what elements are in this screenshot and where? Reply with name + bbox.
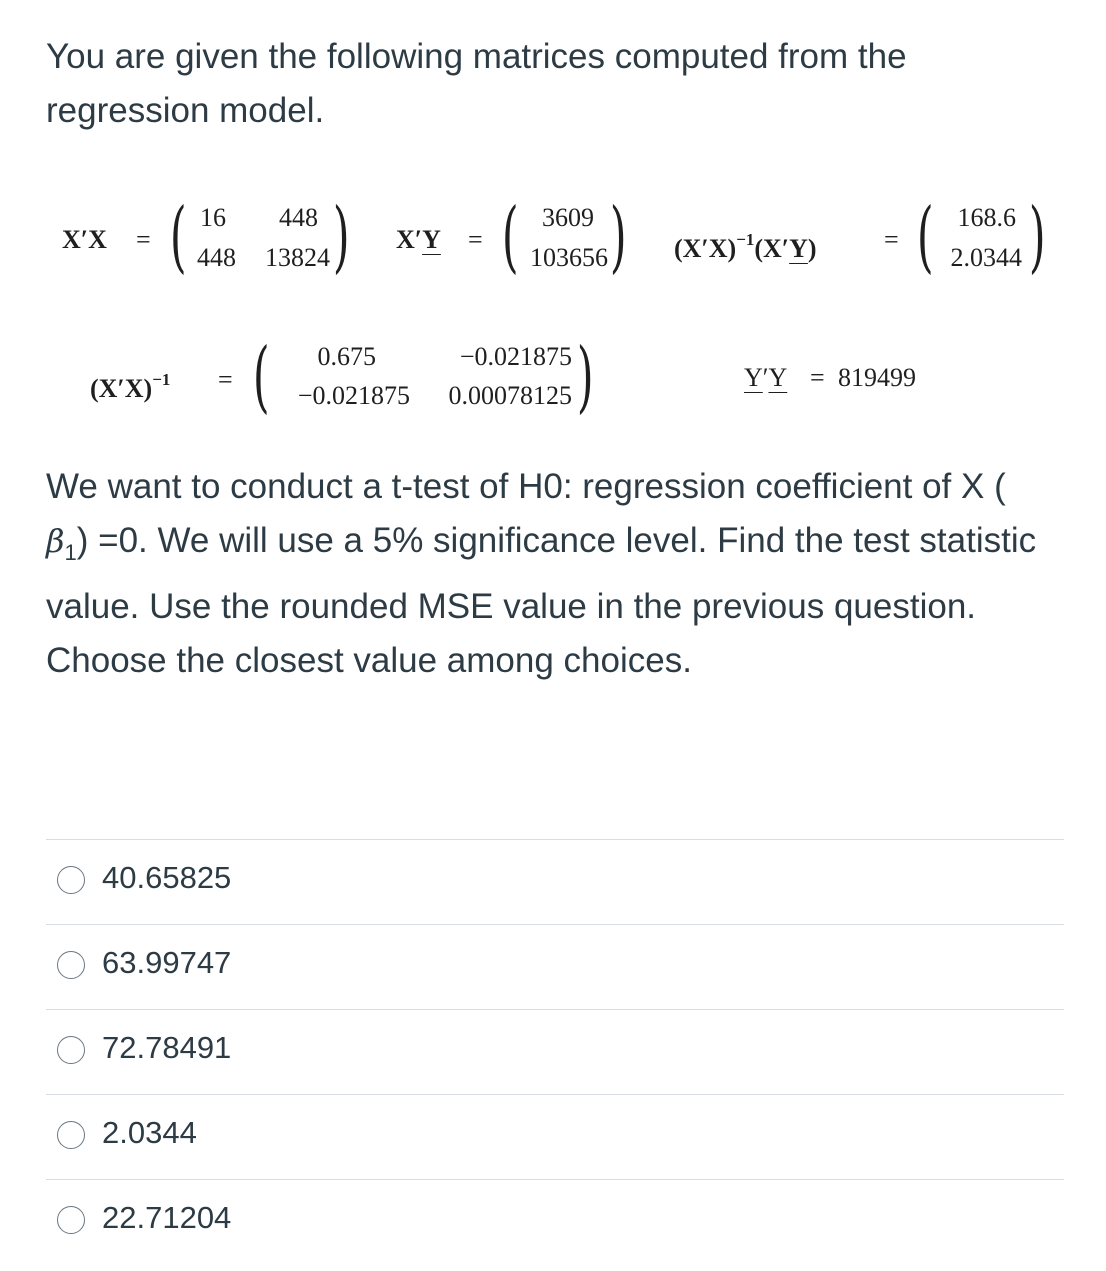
option-label: 72.78491 [102,1030,232,1065]
xtx-cell-11: 16 [200,203,226,232]
radio-button[interactable] [57,951,85,979]
xtx-cell-22: 13824 [265,243,330,272]
xtx-cell-12: 448 [279,203,318,232]
xtx-inv-equals: = [218,365,233,394]
xty-right-paren: ) [609,192,627,282]
question-text [46,460,1076,688]
xtx-inv-cell-21: −0.021875 [297,381,410,410]
xtx-equals: = [136,225,151,254]
answer-option[interactable] [46,924,1064,1009]
beta-hat-left-paren: ( [916,192,934,282]
yty-value: 819499 [838,363,916,392]
xtx-inv-left-paren: ( [252,332,270,422]
xtx-inv-cell-22: 0.00078125 [448,381,572,410]
answer-option[interactable] [46,1094,1064,1179]
radio-button[interactable] [57,866,85,894]
xty-cell-2: 103656 [530,243,608,272]
question-part2: ) =0. We will use a 5% significance level. Find the test statistic value. Use the rounded MSE value in the previous question. Choose the closest value among choices. [46,521,1037,680]
beta-hat-cell-1: 168.6 [957,203,1016,232]
question-part1: We want to conduct a t-test of H0: regression coefficient of X ( [46,467,1006,506]
yty-label: Y′Y [744,363,788,392]
beta-hat-equals: = [884,225,899,254]
intro-text: You are given the following matrices computed from the regression model. [46,37,907,130]
radio-button[interactable] [57,1036,85,1064]
option-label: 22.71204 [102,1200,232,1235]
option-label: 2.0344 [102,1115,197,1150]
xtx-inv-label: $(X'X)^{-1}$ [90,370,171,403]
answer-option[interactable] [46,1179,1064,1264]
xtx-left-paren: ( [169,192,187,282]
xtx-cell-21: 448 [197,243,236,272]
xty-cell-1: 3609 [542,203,594,232]
beta-subscript: 1 [64,540,77,565]
option-label: 63.99747 [102,945,232,980]
beta-hat-label: $(X'X)^{-1}(X'Y)$ [674,230,817,263]
xtx-right-paren: ) [332,192,350,282]
xty-left-paren: ( [501,192,519,282]
xtx-inv-cell-12: −0.021875 [459,342,572,371]
yty-equals: = [810,363,825,392]
xtx-inv-right-paren: ) [576,332,594,422]
radio-button[interactable] [57,1206,85,1234]
xty-equals: = [468,225,483,254]
xty-label: X′Y [396,225,441,254]
xtx-label: X′X [62,225,107,254]
beta-symbol: β [46,522,65,560]
beta-hat-cell-2: 2.0344 [950,243,1022,272]
radio-button[interactable] [57,1121,85,1149]
answer-options [46,839,1064,1264]
xtx-inv-cell-11: 0.675 [317,342,376,371]
option-label: 40.65825 [102,860,232,895]
answer-option[interactable] [46,839,1064,924]
beta-hat-right-paren: ) [1028,192,1046,282]
answer-option[interactable] [46,1009,1064,1094]
